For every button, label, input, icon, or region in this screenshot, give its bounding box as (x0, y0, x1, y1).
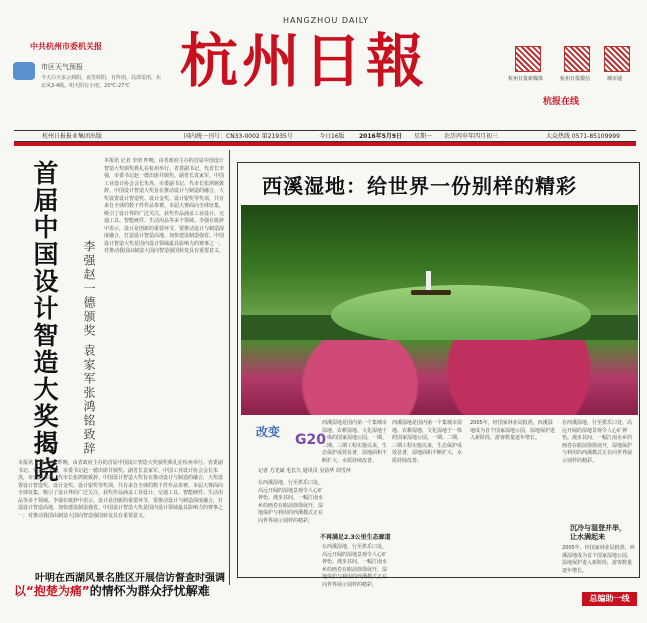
publisher: 杭州日报报业集团出版 (42, 133, 103, 140)
qr-code-icon[interactable] (564, 46, 590, 72)
g20-label: 改变 (256, 425, 281, 439)
qr-code-icon[interactable] (604, 46, 630, 72)
weather-box (13, 60, 163, 108)
party-label: 中共杭州市委机关报 (30, 42, 102, 51)
feature-body-col5b: 2005年，经国家林业局批准，西溪湿地成为首个国家湿地公园，湿地保护进入新阶段，游客数量逐年增长。 (562, 545, 635, 574)
corner-tag[interactable]: 总编助一线 (582, 592, 637, 606)
cloud-rain-icon (13, 62, 35, 80)
bottom-kicker[interactable]: 叶明在西湖风景名胜区开展信访督查时强调 (35, 573, 225, 584)
lead-headline[interactable]: 首届中国设计智造大奖揭晓 (30, 160, 59, 484)
qr-label: 杭州日报微信 (560, 76, 591, 82)
feature-body-col4: 2005年，经国家林业局批准，西溪湿地成为首个国家湿地公园，湿地保护进入新阶段，游客数量逐年增长。 (470, 420, 556, 441)
lead-body-continued: 本报讯 记者 李靖 昨晚，由省政府主办的首届中国设计智造大奖颁奖典礼在杭州举行。省委副书记、代省长李强，市委书记赵一德出席并颁奖。副省长袁家军，中国工业设计协会会长朱焘，市委副书记、代市长张鸿铭致辞。中国设计智造大奖旨在推动设计与制造的融合，大奖设置设计智造奖、设计金奖、设计银奖等奖项，共有来自全球的数千件作品参赛。本届大赛面向全球征集，吸引了设计界的广泛关注，获奖作品涵盖工业设计、交通工具、智能硬件、生活用品等多个领域。李强在致辞中表示，设计是创新的重要环节，要推动设计与制造深度融合，打造设计智造高地，加快建设制造强省。中国设计智造大奖是国内设计领域最具影响力的赛事之一，对推动我国由制造大国向智造强国转变具有重要意义。 (18, 460, 224, 519)
masthead-title: 杭州日報 (180, 27, 429, 95)
feature-body-col3: 西溪湿地是国内第一个集城市湿地、农耕湿地、文化湿地于一体的国家湿地公园，一期、二期、三期工程实施以来，生态保护成效显著，湿地面积不断扩大，水质持续改善。 (392, 420, 463, 464)
bottom-headline[interactable] (14, 582, 210, 599)
flower-field (241, 340, 638, 415)
qr-label: 城市通 (607, 76, 623, 82)
bottom-headline-red: 以“抱楚为痛” (14, 584, 90, 598)
feature-subhead-1: 不再满足2.3公里生态廊道 (320, 534, 391, 541)
wetland-photo[interactable] (241, 205, 638, 415)
boat (411, 290, 451, 295)
lead-body: 本报讯 记者 李靖 昨晚，由省政府主办的首届中国设计智造大奖颁奖典礼在杭州举行。省委副书记、代省长李强，市委书记赵一德出席并颁奖。副省长袁家军，中国工业设计协会会长朱焘，市委副书记、代市长张鸿铭致辞。中国设计智造大奖旨在推动设计与制造的融合，大奖设置设计智造奖、设计金奖、设计银奖等奖项，共有来自全球的数千件作品参赛。本届大赛面向全球征集，吸引了设计界的广泛关注，获奖作品涵盖工业设计、交通工具、智能硬件、生活用品等多个领域。李强在致辞中表示，设计是创新的重要环节，要推动设计与制造深度融合，打造设计智造高地，加快建设制造强省。中国设计智造大奖是国内设计领域最具影响力的赛事之一，对推动我国由制造大国向智造强国转变具有重要意义。 (104, 158, 225, 254)
byline: 记者 方光斌 毛长久 通讯员 吴蓓华 周雪萍 (258, 468, 351, 474)
masthead-english: HANGZHOU DAILY (283, 16, 369, 25)
feature-body-col5: 在西溪湿地，行至拱乐口处，高远开阔的湿地景观令人心旷神怡。漫步其间，一幅江南水乡的画卷在眼前徐徐展开，湿地保护与利用的西溪模式正在向世界展示别样的精彩。 (562, 420, 633, 464)
red-divider (14, 142, 636, 146)
feature-body-col2b: 在西溪湿地，行至拱乐口处，高远开阔的湿地景观令人心旷神怡。漫步其间，一幅江南水乡的画卷在眼前徐徐展开，湿地保护与利用的西溪模式正在向世界展示别样的精彩。 (322, 544, 388, 588)
water (331, 285, 591, 345)
lunar-date: 农历丙申年四月初三 (444, 133, 499, 140)
lead-subheadline: 李强赵一德颁奖 袁家军张鸿铭致辞 (82, 240, 96, 456)
boatman (426, 271, 431, 290)
qr-label: 杭州日报新媒体 (508, 76, 544, 82)
brand-logo[interactable]: 杭报在线 (543, 97, 580, 107)
feature-body-col1: 在西溪湿地，行至拱乐口处，高远开阔的湿地景观令人心旷神怡。漫步其间，一幅江南水乡的画卷在眼前徐徐展开，湿地保护与利用的西溪模式正在向世界展示别样的精彩。 (258, 480, 324, 524)
qr-code-icon[interactable] (515, 46, 541, 72)
weather-text: 今天白天多云到阴，夜里转阴，有阵雨，局部雷雨，东北风3-4级。明天阴有小雨，20℃-27℃ (41, 75, 162, 89)
issue-date: 2016年5月9日 (359, 133, 403, 140)
issn: 国内统一刊号：CN33-0002 第21935号 (184, 133, 293, 140)
info-bar (14, 130, 636, 142)
feature-body-col2: 西溪湿地是国内第一个集城市湿地、农耕湿地、文化湿地于一体的国家湿地公园，一期、二期、三期工程实施以来，生态保护成效显著，湿地面积不断扩大，水质持续改善。 (322, 420, 388, 464)
feature-title[interactable]: 西溪湿地：给世界一份别样的精彩 (262, 174, 577, 198)
hotline: 大众热线 0571-85109999 (546, 133, 620, 140)
page-count: 今日16版 (319, 133, 345, 140)
g20-logo-icon: G20 (295, 432, 326, 448)
weekday: 星期一 (414, 133, 433, 140)
column-divider (229, 150, 230, 585)
feature-subhead-2: 沉冷与湿登并举，让水满起来 (570, 524, 626, 541)
weather-title: 市区天气预报 (41, 63, 83, 71)
bottom-headline-black: 的情怀为群众抒忧解难 (89, 584, 210, 598)
